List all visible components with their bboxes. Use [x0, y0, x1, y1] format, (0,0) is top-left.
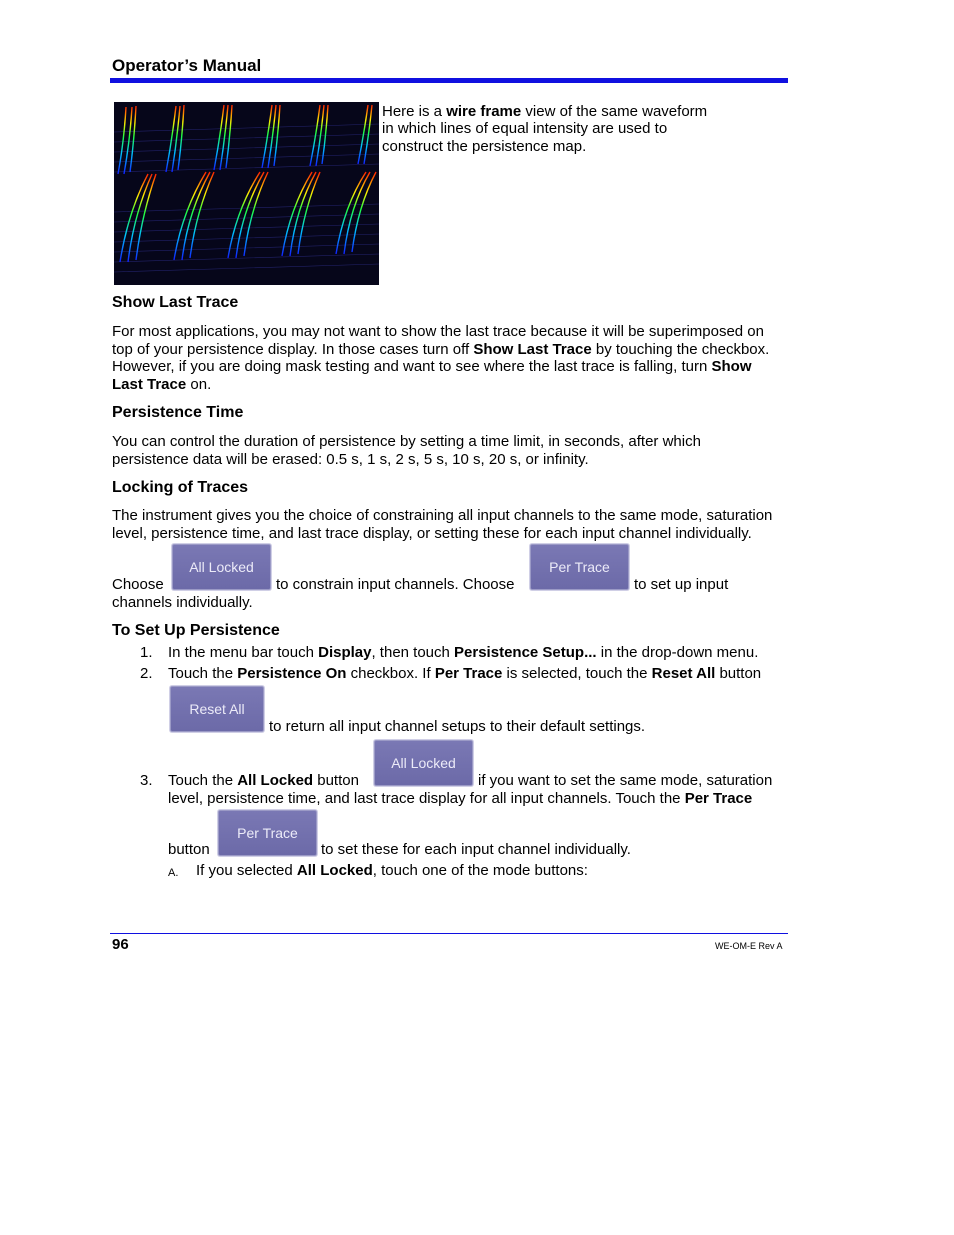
section-heading-to-set-up-persistence: To Set Up Persistence	[112, 622, 280, 639]
footer-rule	[110, 933, 788, 934]
bold-term: Show Last Trace	[473, 341, 592, 358]
locking-mid-text: to constrain input channels. Choose	[276, 576, 515, 593]
intro-line-1	[382, 103, 707, 121]
page-header-title: Operator’s Manual	[112, 56, 262, 75]
bold-term: Last Trace	[112, 376, 187, 393]
header-rule	[110, 78, 788, 83]
text: Touch the	[168, 772, 238, 789]
substep-a-letter: A.	[168, 867, 179, 879]
step-3-number: 3.	[140, 772, 153, 789]
document-id: WE-OM-E Rev A	[715, 941, 783, 951]
text: by touching the checkbox.	[591, 341, 770, 358]
step-1-number: 1.	[140, 644, 153, 661]
wireframe-waveform-image	[114, 102, 379, 285]
wireframe-persistence-icon	[114, 102, 379, 285]
step-2-text	[168, 665, 761, 683]
text: In the menu bar touch	[168, 644, 319, 661]
bold-term: Display	[318, 644, 372, 661]
all-locked-button-step-3[interactable]: All Locked	[374, 740, 473, 786]
text: If you selected	[196, 862, 297, 879]
show-last-trace-line-3	[112, 358, 751, 376]
text: button	[313, 772, 359, 789]
intro-line-2: in which lines of equal intensity are used to	[382, 120, 668, 137]
step-3-text-end: if you want to set the same mode, saturation	[478, 772, 773, 789]
text: level, persistence time, and last trace display for all input channels. Touch the	[168, 790, 685, 807]
locking-end-text: to set up input	[634, 576, 729, 593]
locking-choose-text: Choose	[112, 576, 164, 593]
step-3-line-3: to set these for each input channel individually.	[321, 841, 631, 858]
text: checkbox. If	[346, 665, 435, 682]
text: top of your persistence display. In those cases turn off	[112, 341, 474, 358]
section-heading-show-last-trace: Show Last Trace	[112, 294, 239, 311]
step-3-text	[168, 772, 359, 790]
section-heading-locking-of-traces: Locking of Traces	[112, 479, 249, 496]
reset-all-button[interactable]: Reset All	[170, 686, 264, 732]
per-trace-button-step-3[interactable]: Per Trace	[218, 810, 317, 856]
bold-term: Persistence On	[237, 665, 347, 682]
step-1-text	[168, 644, 758, 662]
locking-line-2: level, persistence time, and last trace display, or setting these for each input channel individually.	[112, 525, 752, 542]
bold-term: Per Trace	[684, 790, 753, 807]
text: However, if you are doing mask testing and want to see where the last trace is falling, turn	[112, 358, 712, 375]
bold-term: Persistence Setup...	[454, 644, 597, 661]
locking-line-4: channels individually.	[112, 594, 253, 611]
text: , touch one of the mode buttons:	[372, 862, 588, 879]
intro-line-3: construct the persistence map.	[382, 138, 587, 155]
text: in the drop-down menu.	[596, 644, 759, 661]
text: is selected, touch the	[502, 665, 652, 682]
text: , then touch	[371, 644, 455, 661]
page-number: 96	[112, 936, 129, 953]
bold-term: Show	[711, 358, 752, 375]
bold-term: Per Trace	[434, 665, 503, 682]
intro-bold-wire-frame: wire frame	[446, 103, 522, 120]
substep-a-text	[196, 862, 588, 880]
persistence-time-line-1: You can control the duration of persistence by setting a time limit, in seconds, after which	[112, 433, 701, 450]
step-2-line-2: to return all input channel setups to their default settings.	[269, 718, 646, 735]
per-trace-button[interactable]: Per Trace	[530, 544, 629, 590]
text: on.	[186, 376, 212, 393]
section-heading-persistence-time: Persistence Time	[112, 404, 244, 421]
text: Touch the	[168, 665, 238, 682]
show-last-trace-line-1: For most applications, you may not want to show the last trace because it will be superimposed on	[112, 323, 764, 340]
text: button	[715, 665, 762, 682]
bold-term: All Locked	[237, 772, 314, 789]
persistence-time-line-2: persistence data will be erased: 0.5 s, 1 s, 2 s, 5 s, 10 s, 20 s, or infinity.	[112, 451, 589, 468]
step-3-line-2	[168, 790, 752, 808]
show-last-trace-line-4	[112, 376, 211, 394]
all-locked-button[interactable]: All Locked	[172, 544, 271, 590]
bold-term: Reset All	[651, 665, 716, 682]
locking-line-1: The instrument gives you the choice of constraining all input channels to the same mode, saturation	[112, 507, 773, 524]
step-2-number: 2.	[140, 665, 153, 682]
step-3-button-word: button	[168, 841, 210, 858]
intro-text: Here is a	[382, 103, 447, 120]
bold-term: All Locked	[296, 862, 373, 879]
show-last-trace-line-2	[112, 341, 769, 359]
intro-text: view of the same waveform	[521, 103, 708, 120]
